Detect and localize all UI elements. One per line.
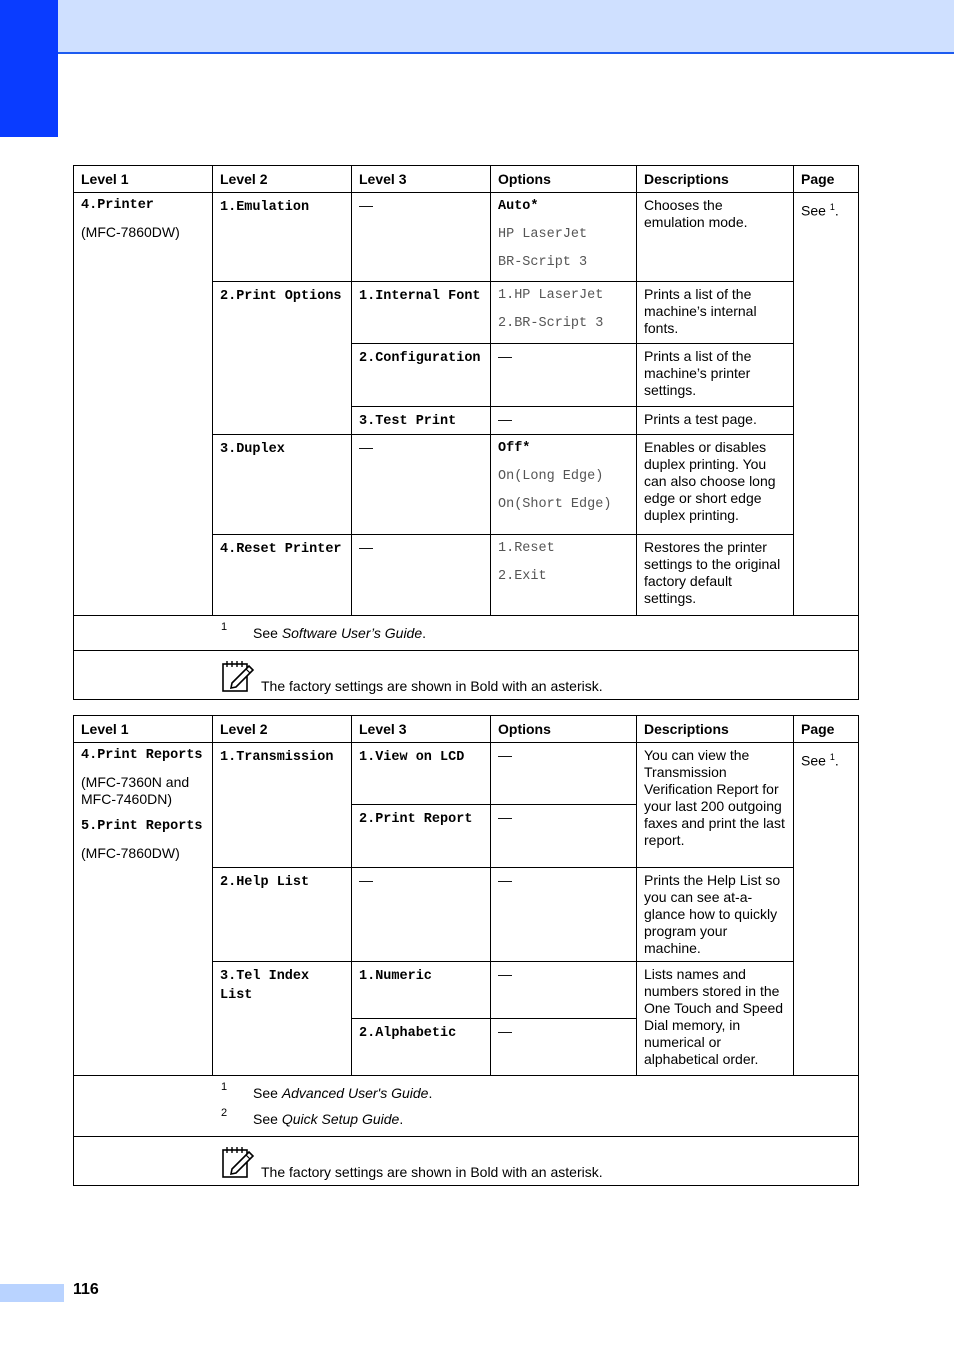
level1-code: 4.Printer bbox=[81, 198, 154, 213]
level3-label: 3.Test Print bbox=[359, 414, 457, 429]
page-cell bbox=[794, 743, 859, 1076]
printer-menu-table bbox=[73, 165, 859, 700]
description-cell: Chooses the emulation mode. bbox=[637, 193, 794, 282]
note-pencil-icon bbox=[221, 659, 255, 693]
header-level1: Level 1 bbox=[74, 716, 213, 743]
header-descriptions: Descriptions bbox=[637, 166, 794, 193]
level3-label: — bbox=[359, 439, 373, 455]
footnote-title: Advanced User's Guide bbox=[281, 1085, 429, 1101]
level2-cell bbox=[213, 282, 352, 435]
level3-cell bbox=[352, 1019, 491, 1076]
options-cell bbox=[491, 868, 637, 962]
header-options: Options bbox=[491, 716, 637, 743]
level3-cell bbox=[352, 407, 491, 435]
level3-label: — bbox=[359, 197, 373, 213]
description-cell: Enables or disables duplex printing. You can also choose long edge or short edge duplex printing. bbox=[637, 435, 794, 535]
level3-cell bbox=[352, 344, 491, 407]
level3-cell bbox=[352, 193, 491, 282]
level3-label: 1.View on LCD bbox=[359, 750, 465, 765]
options-cell bbox=[491, 1019, 637, 1076]
options-cell bbox=[491, 344, 637, 407]
option-item: On(Long Edge) bbox=[498, 469, 604, 484]
footnote-row bbox=[74, 1076, 859, 1137]
options-cell bbox=[491, 743, 637, 805]
table-header-row bbox=[74, 716, 859, 743]
option-item: — bbox=[498, 747, 512, 763]
level3-cell bbox=[352, 435, 491, 535]
table-row bbox=[74, 193, 859, 282]
footnote bbox=[81, 1106, 851, 1132]
option-item: — bbox=[498, 1023, 512, 1039]
footnote-suffix: . bbox=[422, 625, 427, 641]
header-level3: Level 3 bbox=[352, 166, 491, 193]
table-header-row bbox=[74, 166, 859, 193]
note-pencil-icon bbox=[221, 1145, 255, 1179]
note-row bbox=[74, 651, 859, 700]
note-cell bbox=[74, 1137, 859, 1186]
option-item: 1.HP LaserJet bbox=[498, 288, 604, 303]
options-cell bbox=[491, 193, 637, 282]
table-row bbox=[74, 743, 859, 805]
note-row bbox=[74, 1137, 859, 1186]
description-cell: Lists names and numbers stored in the One Touch and Speed Dial memory, in numerical or alphabetical order. bbox=[637, 962, 794, 1076]
option-item: — bbox=[498, 411, 512, 427]
option-item: Off* bbox=[498, 441, 531, 456]
level2-cell bbox=[213, 962, 352, 1076]
option-item: 2.Exit bbox=[498, 569, 547, 584]
options-cell bbox=[491, 435, 637, 535]
level2-label: 3.Tel Index List bbox=[220, 969, 310, 1003]
description-cell: You can view the Transmission Verification Report for your last 200 outgoing faxes and print the last report. bbox=[637, 743, 794, 868]
page-footnote-ref: 1 bbox=[829, 202, 835, 212]
level3-cell bbox=[352, 282, 491, 344]
options-cell bbox=[491, 805, 637, 868]
level3-cell bbox=[352, 868, 491, 962]
level3-label: 1.Internal Font bbox=[359, 289, 481, 304]
footnote-title: Software User’s Guide bbox=[281, 625, 423, 641]
print-reports-menu-table bbox=[73, 715, 859, 1186]
level1-cell bbox=[74, 743, 213, 1076]
level1-code: 5.Print Reports bbox=[81, 819, 203, 834]
chapter-tab bbox=[0, 0, 58, 137]
note-text: The factory settings are shown in Bold with an asterisk. bbox=[261, 1164, 603, 1180]
footnote-title: Quick Setup Guide bbox=[281, 1111, 400, 1127]
level2-cell bbox=[213, 743, 352, 868]
footnote bbox=[81, 620, 851, 646]
footnote-prefix: See bbox=[253, 625, 282, 641]
page-suffix: . bbox=[834, 202, 839, 219]
options-cell bbox=[491, 962, 637, 1019]
option-item: On(Short Edge) bbox=[498, 497, 612, 512]
header-level2: Level 2 bbox=[213, 166, 352, 193]
option-item: — bbox=[498, 966, 512, 982]
level2-label: 1.Emulation bbox=[220, 200, 310, 215]
footnote-cell bbox=[74, 1076, 859, 1137]
footnote-number: 1 bbox=[221, 1081, 228, 1093]
page-see: See bbox=[801, 202, 826, 219]
level3-cell bbox=[352, 962, 491, 1019]
header-band bbox=[0, 0, 954, 54]
level2-cell bbox=[213, 435, 352, 535]
footnote-number: 1 bbox=[221, 621, 228, 633]
footnote-row bbox=[74, 616, 859, 651]
level2-label: 2.Help List bbox=[220, 875, 310, 890]
level3-label: 2.Configuration bbox=[359, 351, 481, 366]
page-footnote-ref: 1 bbox=[829, 752, 835, 762]
level1-code: 4.Print Reports bbox=[81, 748, 203, 763]
option-item: — bbox=[498, 348, 512, 364]
footnote-prefix: See bbox=[253, 1085, 282, 1101]
note-cell bbox=[74, 651, 859, 700]
level1-models: (MFC-7360N and MFC-7460DN) bbox=[81, 774, 190, 807]
header-descriptions: Descriptions bbox=[637, 716, 794, 743]
options-cell bbox=[491, 407, 637, 435]
option-item: HP LaserJet bbox=[498, 227, 588, 242]
level2-label: 3.Duplex bbox=[220, 442, 285, 457]
level2-label: 2.Print Options bbox=[220, 289, 342, 304]
level1-cell bbox=[74, 193, 213, 616]
option-item: BR-Script 3 bbox=[498, 255, 588, 270]
level2-cell bbox=[213, 868, 352, 962]
level2-label: 1.Transmission bbox=[220, 750, 334, 765]
level3-cell bbox=[352, 805, 491, 868]
footnote-suffix: . bbox=[428, 1085, 433, 1101]
page-cell bbox=[794, 193, 859, 616]
page-suffix: . bbox=[834, 752, 839, 769]
level3-label: 2.Alphabetic bbox=[359, 1026, 457, 1041]
header-page: Page bbox=[794, 716, 859, 743]
level3-label: — bbox=[359, 539, 373, 555]
header-page: Page bbox=[794, 166, 859, 193]
header-level3: Level 3 bbox=[352, 716, 491, 743]
header-options: Options bbox=[491, 166, 637, 193]
page-see: See bbox=[801, 752, 826, 769]
option-item: Auto* bbox=[498, 199, 539, 214]
level3-label: 2.Print Report bbox=[359, 812, 473, 827]
footnote bbox=[81, 1080, 851, 1106]
header-level2: Level 2 bbox=[213, 716, 352, 743]
description-cell: Prints the Help List so you can see at-a-glance how to quickly program your machine. bbox=[637, 868, 794, 962]
options-cell bbox=[491, 282, 637, 344]
description-cell: Prints a test page. bbox=[637, 407, 794, 435]
level1-models: (MFC-7860DW) bbox=[81, 845, 180, 861]
options-cell bbox=[491, 535, 637, 616]
footnote-suffix: . bbox=[399, 1111, 404, 1127]
footnote-cell bbox=[74, 616, 859, 651]
header-level1: Level 1 bbox=[74, 166, 213, 193]
level3-cell bbox=[352, 743, 491, 805]
level2-cell bbox=[213, 535, 352, 616]
footer-tab bbox=[0, 1284, 64, 1302]
page-number: 116 bbox=[73, 1281, 99, 1298]
option-item: — bbox=[498, 809, 512, 825]
description-cell: Prints a list of the machine’s printer settings. bbox=[637, 344, 794, 407]
footnote-number: 2 bbox=[221, 1107, 228, 1119]
description-cell: Prints a list of the machine’s internal fonts. bbox=[637, 282, 794, 344]
level2-label: 4.Reset Printer bbox=[220, 542, 342, 557]
level3-label: 1.Numeric bbox=[359, 969, 432, 984]
description-cell: Restores the printer settings to the original factory default settings. bbox=[637, 535, 794, 616]
level1-models: (MFC-7860DW) bbox=[81, 224, 180, 240]
level3-cell bbox=[352, 535, 491, 616]
note-text: The factory settings are shown in Bold with an asterisk. bbox=[261, 678, 603, 694]
option-item: — bbox=[498, 872, 512, 888]
level3-label: — bbox=[359, 872, 373, 888]
level2-cell bbox=[213, 193, 352, 282]
option-item: 2.BR-Script 3 bbox=[498, 316, 604, 331]
footnote-prefix: See bbox=[253, 1111, 282, 1127]
option-item: 1.Reset bbox=[498, 541, 555, 556]
